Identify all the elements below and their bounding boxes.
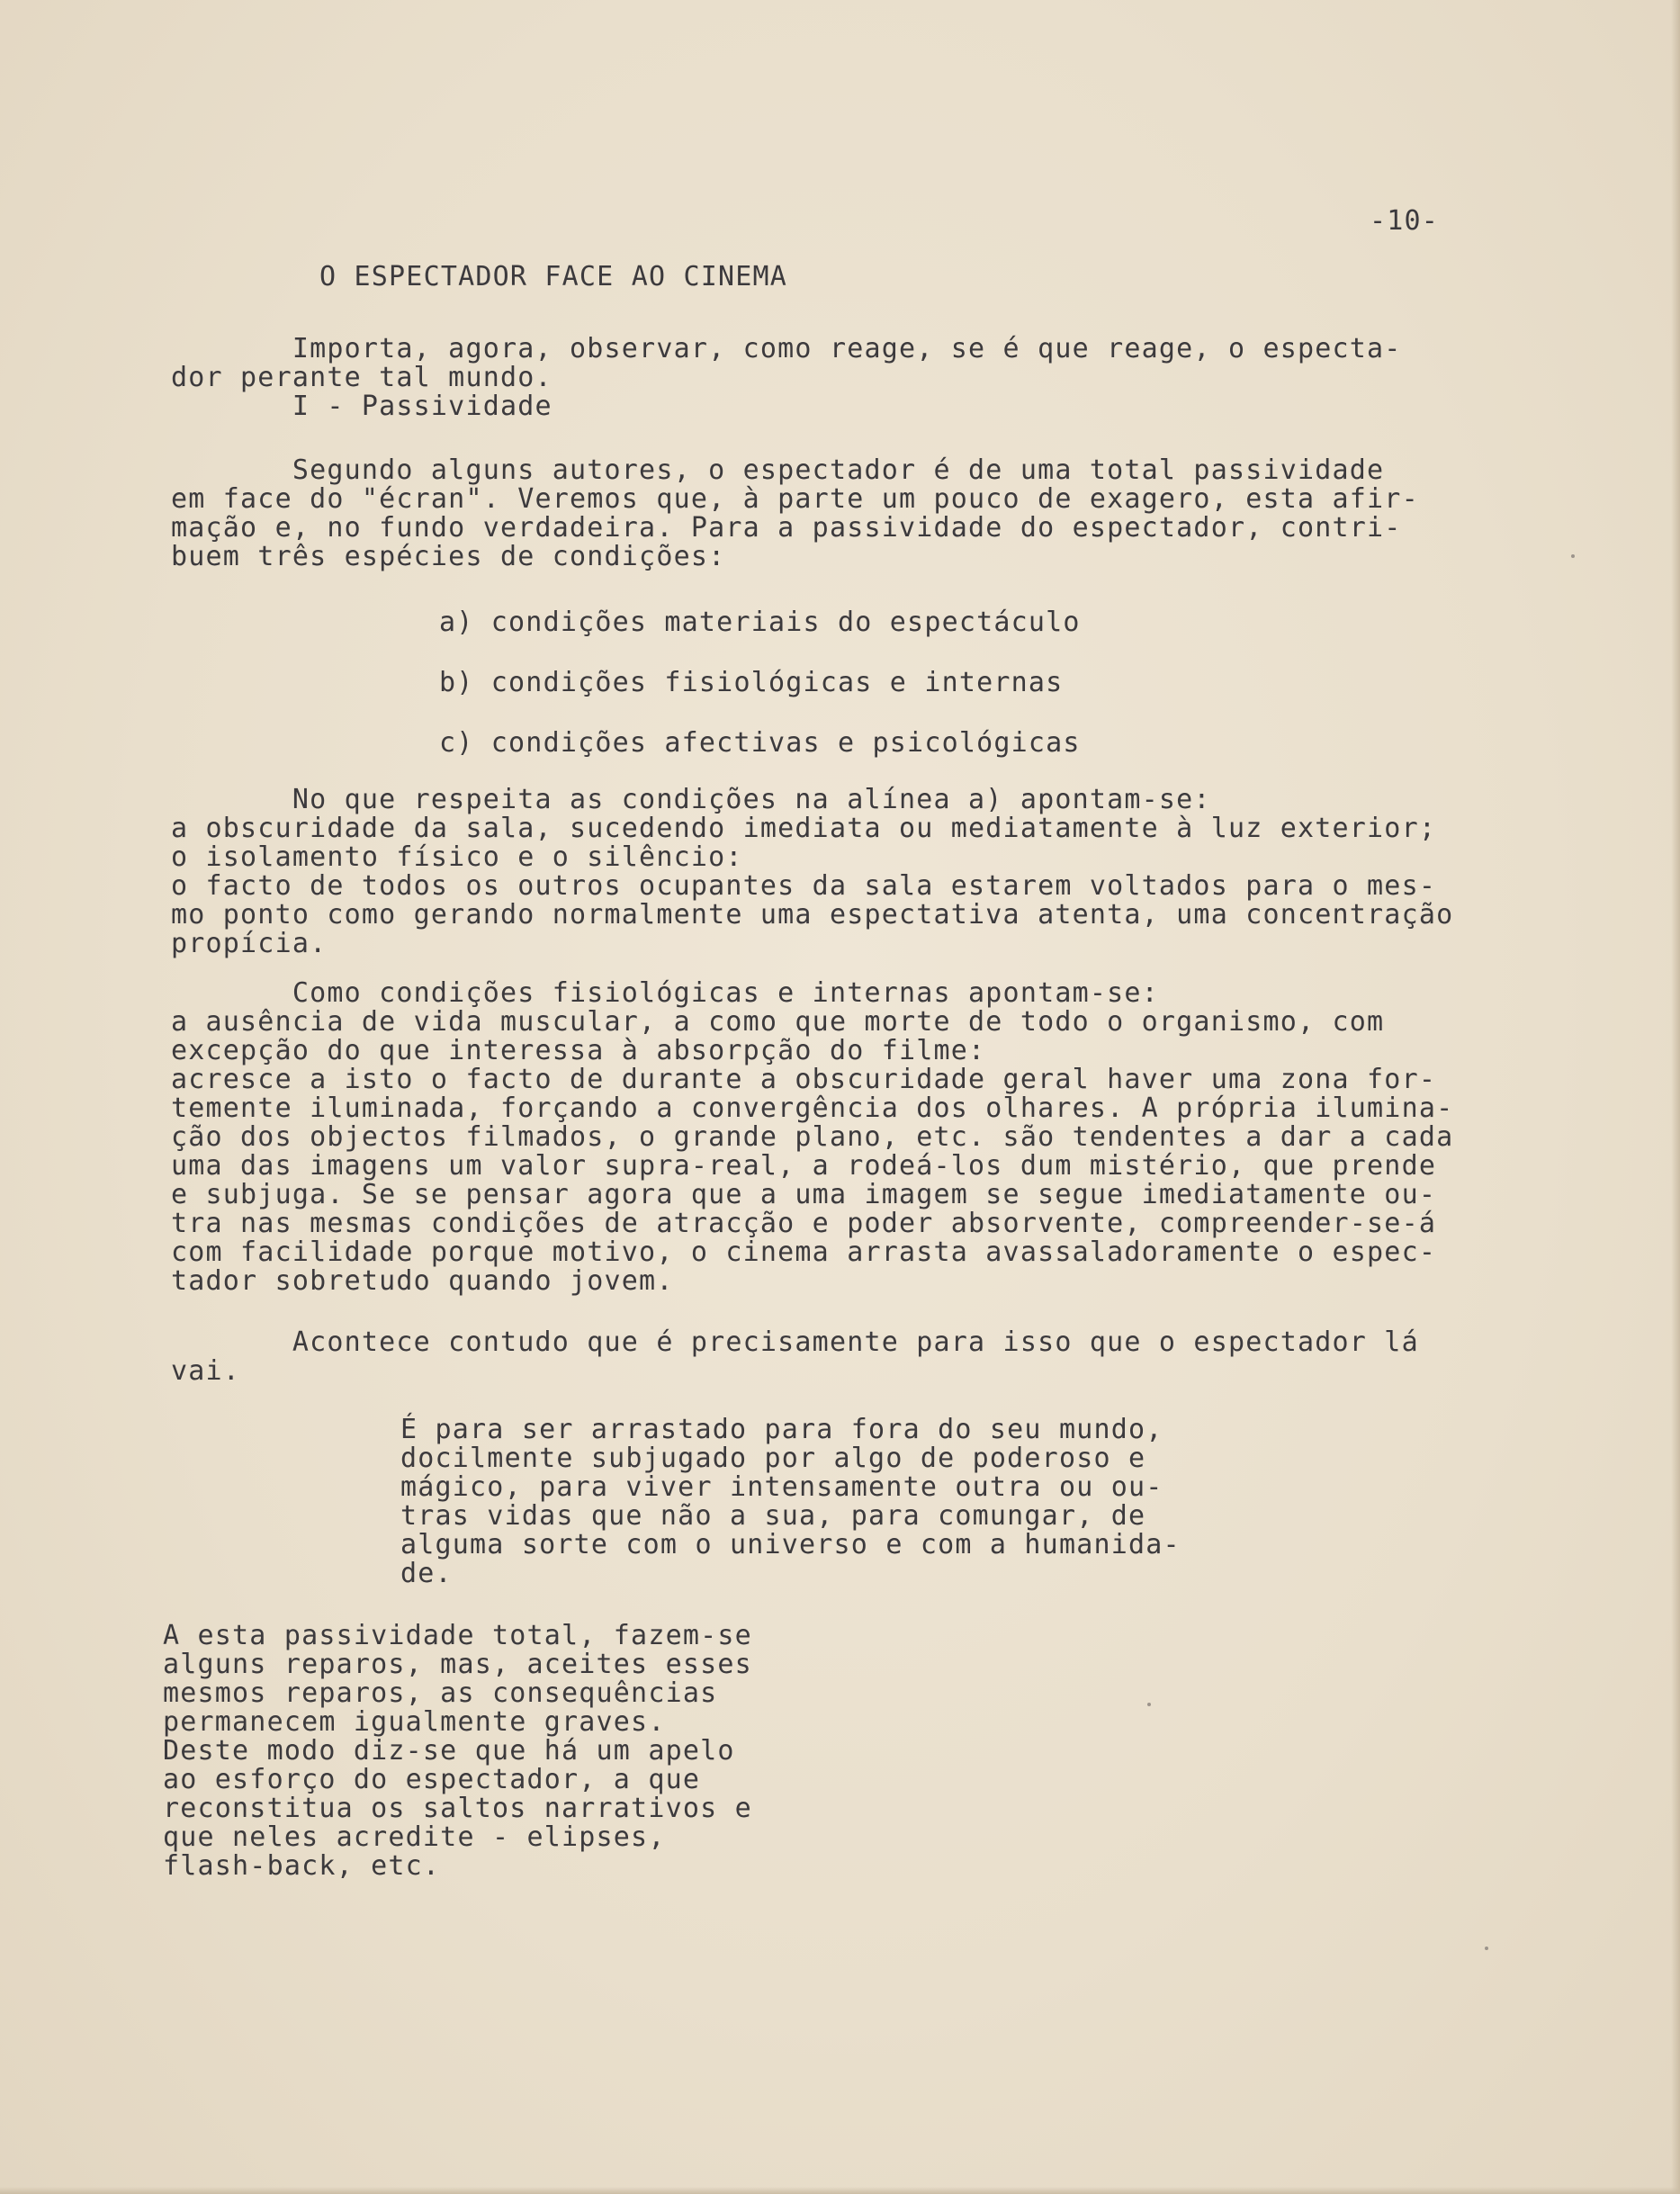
page-edge-shadow-right xyxy=(1671,0,1680,2194)
text-line: a obscuridade da sala, sucedendo imediata ou mediatamente à luz exterior; xyxy=(171,813,1437,844)
paper-speck xyxy=(1571,554,1575,558)
quote-line: alguma sorte com o universo e com a humanida- xyxy=(400,1529,1181,1560)
text-line: Importa, agora, observar, como reage, se é que reage, o especta- xyxy=(171,333,1402,364)
text-line: dor perante tal mundo. xyxy=(171,362,553,393)
paper-speck xyxy=(1485,1947,1488,1950)
text-line: tra nas mesmas condições de atracção e poder absorvente, compreender-se-á xyxy=(171,1208,1437,1239)
paragraph-1 xyxy=(171,456,1419,571)
text-line: mesmos reparos, as consequências xyxy=(163,1677,718,1709)
text-line: uma das imagens um valor supra-real, a rodeá-los dum mistério, que prende xyxy=(171,1150,1437,1182)
text-line: reconstitua os saltos narrativos e xyxy=(163,1793,752,1824)
text-line: mação e, no fundo verdadeira. Para a passividade do espectador, contri- xyxy=(171,512,1402,544)
text-line: permanecem igualmente graves. xyxy=(163,1706,666,1738)
text-line: o isolamento físico e o silêncio: xyxy=(171,841,743,873)
text-line: a ausência de vida muscular, a como que morte de todo o organismo, com xyxy=(171,1006,1385,1038)
text-line: o facto de todos os outros ocupantes da sala estarem voltados para o mes- xyxy=(171,870,1437,902)
text-line: tador sobretudo quando jovem. xyxy=(171,1265,674,1297)
text-line: com facilidade porque motivo, o cinema arrasta avassaladoramente o espec- xyxy=(171,1236,1437,1268)
text-line: buem três espécies de condições: xyxy=(171,541,726,572)
page-number: -10- xyxy=(1370,205,1440,237)
quote-line: tras vidas que não a sua, para comungar, de xyxy=(400,1500,1146,1532)
text-line: que neles acredite - elipses, xyxy=(163,1821,666,1853)
quote-line: de. xyxy=(400,1558,453,1589)
text-line: A esta passividade total, fazem-se xyxy=(163,1620,752,1651)
text-line: ção dos objectos filmados, o grande plano, etc. são tendentes a dar a cada xyxy=(171,1121,1454,1153)
text-line: ao esforço do espectador, a que xyxy=(163,1764,701,1795)
paragraph-5 xyxy=(163,1622,752,1881)
text-line: No que respeita as condições na alínea a) apontam-se: xyxy=(171,784,1211,815)
text-line: Deste modo diz-se que há um apelo xyxy=(163,1735,735,1767)
paragraph-2 xyxy=(171,786,1453,958)
list-item-a: a) condições materiais do espectáculo xyxy=(439,607,1081,638)
page-edge-shadow-bottom xyxy=(0,2187,1680,2194)
text-line: propícia. xyxy=(171,928,328,959)
text-line: temente iluminada, forçando a convergência dos olhares. A própria ilumina- xyxy=(171,1093,1454,1124)
text-line: Como condições fisiológicas e internas apontam-se: xyxy=(171,977,1159,1009)
paragraph-3 xyxy=(171,979,1453,1296)
text-line: Segundo alguns autores, o espectador é de uma total passividade xyxy=(171,454,1385,486)
text-line: Acontece contudo que é precisamente para isso que o espectador lá xyxy=(171,1326,1419,1358)
text-line: em face do "écran". Veremos que, à parte um pouco de exagero, esta afir- xyxy=(171,483,1419,515)
section-heading: O ESPECTADOR FACE AO CINEMA xyxy=(319,261,788,292)
text-line: mo ponto como gerando normalmente uma espectativa atenta, uma concentração xyxy=(171,899,1454,931)
subsection-title: I - Passividade xyxy=(171,391,553,422)
list-item-c: c) condições afectivas e psicológicas xyxy=(439,727,1081,759)
quote-line: docilmente subjugado por algo de poderoso e xyxy=(400,1443,1146,1474)
text-line: vai. xyxy=(171,1355,241,1387)
quote-line: É para ser arrastado para fora do seu mundo, xyxy=(400,1414,1163,1445)
intro-paragraph xyxy=(171,335,1402,421)
text-line: flash-back, etc. xyxy=(163,1850,441,1882)
text-line: e subjuga. Se se pensar agora que a uma imagem se segue imediatamente ou- xyxy=(171,1179,1437,1210)
text-line: excepção do que interessa à absorpção do filme: xyxy=(171,1035,986,1066)
paper-speck xyxy=(1147,1703,1151,1706)
paragraph-4 xyxy=(171,1328,1419,1386)
quote-line: mágico, para viver intensamente outra ou ou- xyxy=(400,1471,1163,1503)
text-line: alguns reparos, mas, aceites esses xyxy=(163,1649,752,1680)
text-line: acresce a isto o facto de durante a obscuridade geral haver uma zona for- xyxy=(171,1064,1437,1095)
block-quote xyxy=(400,1416,1181,1588)
list-item-b: b) condições fisiológicas e internas xyxy=(439,667,1064,698)
